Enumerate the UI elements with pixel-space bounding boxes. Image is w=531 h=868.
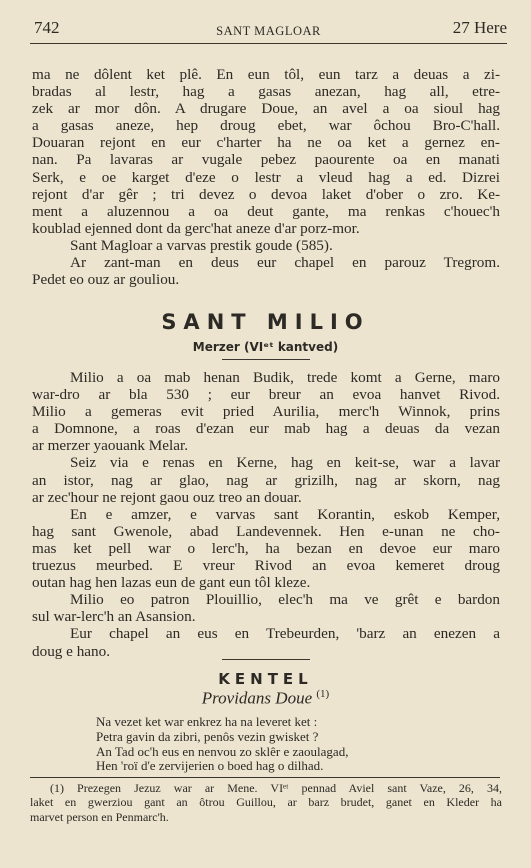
text-line: a gasas aneze, hep droug ebet, war ôchou Bro-C'hall. xyxy=(32,117,500,135)
header-rule xyxy=(30,43,507,44)
text-line: Ar zant-man en deus eur chapel en parouz Tregrom. xyxy=(70,254,500,272)
hymn-verse xyxy=(96,715,348,774)
verse-line: Petra gavin da zibri, penôs vezin gwisket ? xyxy=(96,728,319,744)
text-line: nan. Pa lavaras ar vugale pebez paourente oa en manati xyxy=(32,151,500,169)
text-line: truezus meurbed. E vreur Rivod an evoa kemeret droug xyxy=(32,557,500,575)
hymn-title-text: Providans Doue xyxy=(201,688,313,708)
running-date: 27 Here xyxy=(452,18,507,37)
text-line: rejont d'ar gêr ; tri devez o devoa laket d'ober o zro. Ke- xyxy=(32,185,500,203)
text-line: Sant Magloar a varvas prestik goude (585). xyxy=(70,236,333,254)
footnote-rule xyxy=(30,777,500,778)
text-line: Eur chapel an eus en Trebeurden, 'barz an enezen a xyxy=(70,625,500,643)
text-line: outan hag hen lazas eun de gant eun tôl kleze. xyxy=(32,574,311,592)
hymn-rule xyxy=(222,659,310,660)
footnote-line: laket en gwerziou gant an ôtrou Guillou, ar barz brudet, ganet en Kleder ha xyxy=(30,795,502,810)
page-number: 742 xyxy=(34,18,60,37)
text-line: Pedet eo ouz ar gouliou. xyxy=(32,271,180,289)
text-line: ar zec'hour ne rejont gaou ouz treo an douar. xyxy=(32,488,302,506)
text-line: hag sant Gwenole, abad Landevennek. Hen e-unan ne cho- xyxy=(32,522,500,540)
section-subtitle: Merzer (VIᵉᵗ kantved) xyxy=(192,340,339,354)
text-line: Serk, e oe karget d'eze o lestr a vleud hag a ed. Dizrei xyxy=(32,168,500,186)
body-text xyxy=(32,369,500,660)
text-line: Milio eo patron Plouillio, elec'h ma ve grêt e bardon xyxy=(70,591,500,609)
section-title: SANT MILIO xyxy=(161,310,370,334)
footnote-line: (1) Prezegen Jezuz war ar Mene. VIᵉᵗ pennad Aviel sant Vaze, 26, 34, xyxy=(50,781,502,795)
intro-text xyxy=(32,66,500,288)
text-line: ma ne dôlent ket plê. En eun tôl, eun tarz a deuas a zi- xyxy=(32,66,500,83)
text-line: ar merzer yaouank Melar. xyxy=(32,437,189,455)
text-line: war-dro ar bla 530 ; eur breur an evoa hanvet Rivod. xyxy=(32,386,500,404)
text-line: Milio a gemeras evit pried Aurilia, merc'h Winnok, prins xyxy=(32,403,500,421)
verse-line: Na vezet ket war enkrez ha na leveret ket : xyxy=(96,714,318,729)
text-line: a Domnone, a roas d'ezan eur mab hag a deuas da vezan xyxy=(32,420,500,438)
text-line: Seiz via e renas en Kerne, hag en keit-se, war a lavar xyxy=(70,454,500,472)
text-line: an istor, nag ar glao, nag ar grizilh, nag ar skorn, nag xyxy=(32,471,500,489)
text-line: koublad ejenned dont da gerc'hat aneze d'ar porz-mor. xyxy=(32,219,360,237)
text-line: Douaran rejont en eur c'harter ha ne oa ket a gernez en- xyxy=(32,134,500,152)
verse-line: Hen 'roï d'e zervijerien o boed hag o dilhad. xyxy=(96,758,324,774)
text-line: doug e hano. xyxy=(32,642,111,660)
running-head xyxy=(30,18,507,40)
hymn-title xyxy=(0,688,531,709)
footnote-mark: (1) xyxy=(316,688,330,700)
text-line: zek ar mor dôn. A drugare Doue, an avel a oa sioul hag xyxy=(32,100,500,118)
footnote xyxy=(30,781,502,824)
text-line: Milio a oa mab henan Budik, trede komt a Gerne, maro xyxy=(70,369,500,386)
footnote-line: marvet person en Penmarc'h. xyxy=(30,809,169,824)
text-line: En e amzer, e varvas sant Korantin, eskob Kemper, xyxy=(70,505,500,523)
hymn-label: KENTEL xyxy=(218,670,313,688)
text-line: sul war-lerc'h an Asansion. xyxy=(32,608,196,626)
text-line: mas ket pell war o lerc'h, ha bezan en devoe eur maro xyxy=(32,539,500,557)
text-line: ment a aluzennou a oa deut gante, ma renkas c'houec'h xyxy=(32,202,500,220)
verse-line: An Tad oc'h eus en nenvou zo sklêr e zaoulagad, xyxy=(96,743,349,759)
section-rule xyxy=(222,359,310,360)
running-title: SANT MAGLOAR xyxy=(216,24,321,38)
text-line: bradas al lestr, hag a gasas anezan, hag all, etre- xyxy=(32,83,500,101)
